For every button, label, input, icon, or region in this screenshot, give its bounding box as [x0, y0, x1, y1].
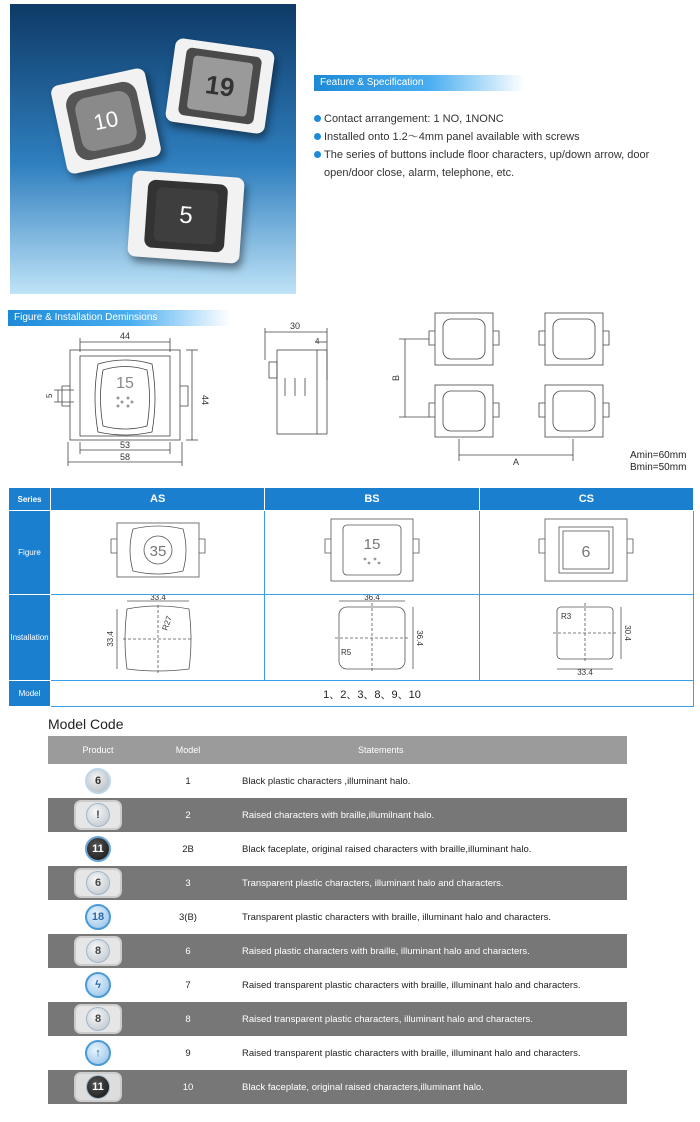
- model-code-header-row: [48, 736, 627, 764]
- product-button-icon: 8: [86, 939, 110, 963]
- series-table: [8, 487, 694, 707]
- model-number: 8: [185, 1013, 191, 1025]
- table-row: [48, 900, 627, 934]
- button-photo-5: [127, 170, 245, 264]
- feature-item: Contact arrangement: 1 NO, 1NONC: [314, 110, 694, 128]
- product-button-icon: 11: [85, 836, 111, 862]
- model-statement: Raised transparent plastic characters with braille, illuminant halo and characters.: [242, 1047, 581, 1059]
- header-product: Product: [82, 745, 114, 755]
- model-number: 7: [185, 979, 191, 991]
- side-view-drawing: [255, 320, 340, 440]
- model-statement: Transparent plastic characters with braille, illuminant halo and characters.: [242, 911, 552, 923]
- row-label-installation: Installation: [9, 595, 51, 681]
- model-number: 9: [185, 1047, 191, 1059]
- note-amin: Amin=60mm: [630, 450, 687, 461]
- dim-lip: 4: [315, 337, 320, 346]
- feature-title: Feature & Specification: [314, 75, 524, 91]
- button-photo-10: [50, 67, 163, 175]
- header-model: Model: [175, 745, 201, 755]
- product-button-icon: 8: [86, 1007, 110, 1031]
- table-row: [48, 1002, 627, 1036]
- table-row: [48, 798, 627, 832]
- button-photo-label: 19: [187, 56, 253, 117]
- model-statement: Raised transparent plastic characters, illuminant halo and characters.: [242, 1013, 533, 1025]
- table-row: [48, 832, 627, 866]
- series-model-values: 1、2、3、8、9、10: [51, 681, 694, 707]
- figure-as-label: 35: [149, 543, 166, 560]
- model-statement: Transparent plastic characters, illuminant halo and characters.: [242, 877, 504, 889]
- dim-a-label: A: [512, 457, 520, 467]
- model-number: 2: [185, 809, 191, 821]
- note-bmin: Bmin=50mm: [630, 462, 687, 473]
- model-statement: Black plastic characters ,illuminant halo.: [242, 775, 411, 787]
- model-number: 2B: [182, 843, 194, 855]
- row-label-model: Model: [9, 681, 51, 707]
- install-cs-width: 33.4: [577, 668, 594, 675]
- feature-item: The series of buttons include floor characters, up/down arrow, door open/door close, alarm, telephone, etc.: [314, 146, 694, 182]
- model-statement: Black faceplate, original raised characters with braille,illuminant halo.: [242, 843, 532, 855]
- install-bs-width: 36.4: [364, 595, 380, 602]
- model-number: 1: [185, 775, 191, 787]
- dim-depth: 30: [289, 321, 301, 331]
- button-photo-label: 10: [73, 88, 139, 153]
- model-number: 6: [185, 945, 191, 957]
- series-col-bs: BS: [265, 488, 479, 511]
- product-button-icon: 11: [86, 1075, 110, 1099]
- table-row: [48, 1070, 627, 1104]
- front-view-drawing: [40, 328, 240, 468]
- header-statements: Statements: [358, 745, 404, 755]
- model-code-table: [48, 736, 627, 1104]
- front-view-number: 15: [116, 375, 134, 392]
- feature-list: [314, 110, 694, 182]
- model-statement: Raised plastic characters with braille, illuminant halo and characters.: [242, 945, 530, 957]
- table-row: [48, 764, 627, 798]
- series-col-cs: CS: [479, 488, 693, 511]
- product-button-icon: 18: [85, 904, 111, 930]
- dim-b-label: B: [391, 374, 401, 381]
- product-button-icon: 6: [86, 871, 110, 895]
- install-as-width: 33.4: [149, 595, 166, 602]
- install-bs: [265, 595, 479, 681]
- install-as-height: 33.4: [105, 631, 115, 647]
- table-row: [48, 934, 627, 968]
- model-statement: Black faceplate, original raised characters,illuminant halo.: [242, 1081, 484, 1093]
- figure-cs-label: 6: [581, 544, 591, 561]
- product-photo: [10, 4, 296, 294]
- model-statement: Raised characters with braille,illumilnant halo.: [242, 809, 435, 821]
- product-button-icon: ϟ: [85, 972, 111, 998]
- figure-bs-label: 15: [363, 536, 381, 553]
- install-cs: [479, 595, 693, 681]
- table-row: [48, 866, 627, 900]
- product-button-icon: 6: [85, 768, 111, 794]
- product-button-icon: !: [86, 803, 110, 827]
- table-row: [48, 968, 627, 1002]
- dim-height-right: 44: [200, 395, 210, 406]
- row-label-figure: Figure: [9, 511, 51, 595]
- install-bs-radius: R5: [340, 648, 352, 657]
- figure-bs: [265, 511, 479, 595]
- spacing-notes: [630, 450, 686, 474]
- button-photo-label: 5: [153, 187, 219, 244]
- product-button-icon: ↑: [85, 1040, 111, 1066]
- install-cs-height: 30.4: [623, 625, 633, 641]
- model-number: 3(B): [179, 911, 197, 923]
- button-photo-19: [165, 37, 276, 134]
- table-row: [48, 1036, 627, 1070]
- install-cs-radius: R3: [561, 612, 572, 621]
- install-as-radius: R27: [160, 614, 174, 632]
- figure-as: [51, 511, 265, 595]
- model-number: 3: [185, 877, 191, 889]
- dim-outer-bottom: 58: [119, 452, 131, 462]
- feature-item: Installed onto 1.2～4mm panel available with screws: [314, 128, 694, 146]
- model-statement: Raised transparent plastic characters with braille, illuminant halo and characters.: [242, 979, 581, 991]
- install-as: [51, 595, 265, 681]
- model-number: 10: [182, 1081, 194, 1093]
- dim-inner-bottom: 53: [119, 440, 131, 450]
- model-code-title: Model Code: [48, 716, 124, 732]
- spacing-layout-drawing: [385, 305, 625, 470]
- install-bs-height: 36.4: [414, 630, 424, 646]
- dim-slot: 5: [45, 393, 54, 398]
- series-header-label: Series: [9, 488, 51, 511]
- dim-width-top: 44: [119, 331, 131, 341]
- figure-title: Figure & Installation Deminsions: [8, 310, 230, 326]
- figure-cs: [479, 511, 693, 595]
- series-col-as: AS: [51, 488, 265, 511]
